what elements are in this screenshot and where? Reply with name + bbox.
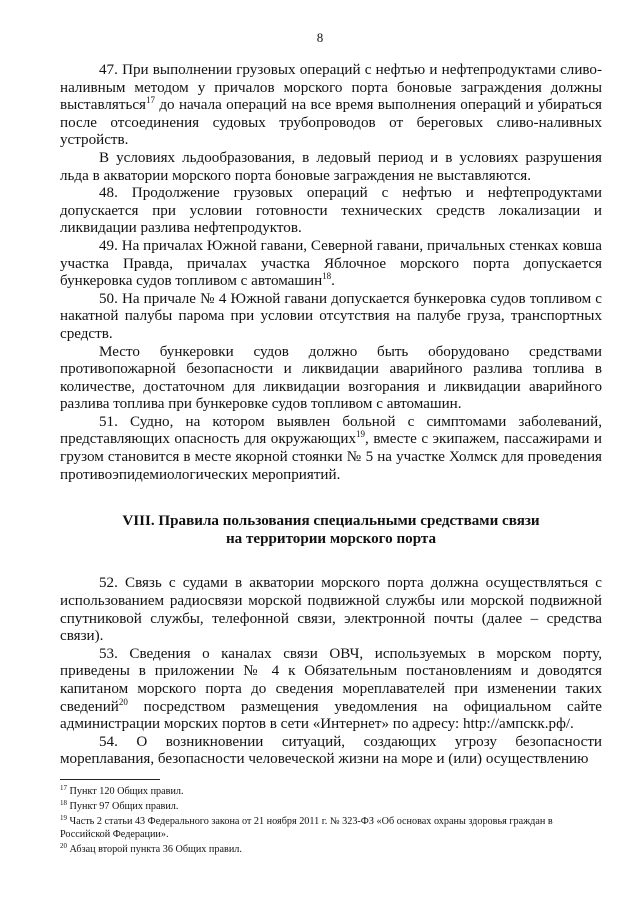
footnote-ref-18[interactable]: 18 xyxy=(322,271,332,282)
paragraph-48: 48. Продолжение грузовых операций с нефтью и нефтепродуктами допускается при условии готовности технических средств локализации и ликвидации разлива нефтепродуктов. xyxy=(60,185,602,237)
page-number: 8 xyxy=(316,30,324,45)
paragraph-49: 49. На причалах Южной гавани, Северной гавани, причальных стенках ковша участка Правда, причалах участка Яблочное морского порта допускается бункеровка судов топливом с автомашин$^{18}$. xyxy=(60,237,602,290)
section-heading-line2: на территории морского порта xyxy=(225,530,437,547)
paragraph-47: 47. При выполнении грузовых операций с нефтью и нефтепродуктами сливо-наливным методом у причалов морского порта боновые заграждения должны выставляться$^{17}$ до начала операций на все время выполнения операций и убираться после отсоединения судовых трубопроводов от береговых сливо-наливных устройств. xyxy=(60,62,602,149)
paragraph-50: 50. На причале № 4 Южной гавани допускается бункеровка судов топливом с накатной палубы парома при условии отсутствия на палубе груза, транспортных средств. xyxy=(60,290,602,342)
paragraph-53: 53. Сведения о каналах связи ОВЧ, используемых в морском порту, приведены в приложении № 4 к Обязательным постановлениям и доводятся капитаном морского порта до сведения мореплавателей при изменении таких сведений$^{20}$ посредством размещения уведомления на официальном сайте администрации морских портов в сети «Интернет» по адресу: http://ампскк.рф/. xyxy=(60,645,602,733)
section-heading xyxy=(60,513,602,548)
footnote-19: $^{19}$ Часть 2 статьи 43 Федерального закона от 21 ноября 2011 г. № 323-ФЗ «Об основах охраны здоровья граждан в Российской Федерации». xyxy=(60,814,553,840)
footnote-ref-19[interactable]: 19 xyxy=(356,429,366,440)
footnote-ref-17[interactable]: 17 xyxy=(145,95,155,106)
section-heading-line1: VIII. Правила пользования специальными средствами связи xyxy=(122,513,540,530)
paragraph-47-ice: В условиях льдообразования, в ледовый период и в условиях разрушения льда в акватории морского порта боновые заграждения не выставляются. xyxy=(60,149,602,184)
document-body xyxy=(60,62,602,769)
paragraph-51: 51. Судно, на котором выявлен больной с симптомами заболеваний, представляющих опасность для окружающих$^{19}$, вместе с экипажем, пассажирами и грузом становится в месте якорной стоянки № 5 на участке Холмск для проведения противоэпидемиологических мероприятий. xyxy=(60,413,602,483)
paragraph-52: 52. Связь с судами в акватории морского порта должна осуществляться с использованием радиосвязи морской подвижной службы или морской подвижной спутниковой службы, телефонной связи, электронной почты (далее – средства связи). xyxy=(60,575,602,645)
footnote-18: $^{18}$ Пункт 97 Общих правил. xyxy=(60,799,179,812)
footnote-17: $^{17}$ Пункт 120 Общих правил. xyxy=(60,784,184,797)
paragraph-50-place: Место бункеровки судов должно быть оборудовано средствами противопожарной безопасности и ликвидации аварийного разлива топлива в количестве, достаточном для ликвидации возгорания и ликвидации аварийного разлива топлива при бункеровке судов топливом с автомашин. xyxy=(60,343,602,413)
footnotes xyxy=(60,785,602,858)
paragraph-54: 54. О возникновении ситуаций, создающих угрозу безопасности мореплавания, безопасности человеческой жизни на море и (или) осуществлению xyxy=(60,733,602,768)
footnote-divider xyxy=(60,779,160,780)
footnote-ref-20[interactable]: 20 xyxy=(118,696,128,707)
footnote-20: $^{20}$ Абзац второй пункта 36 Общих правил. xyxy=(60,842,242,855)
